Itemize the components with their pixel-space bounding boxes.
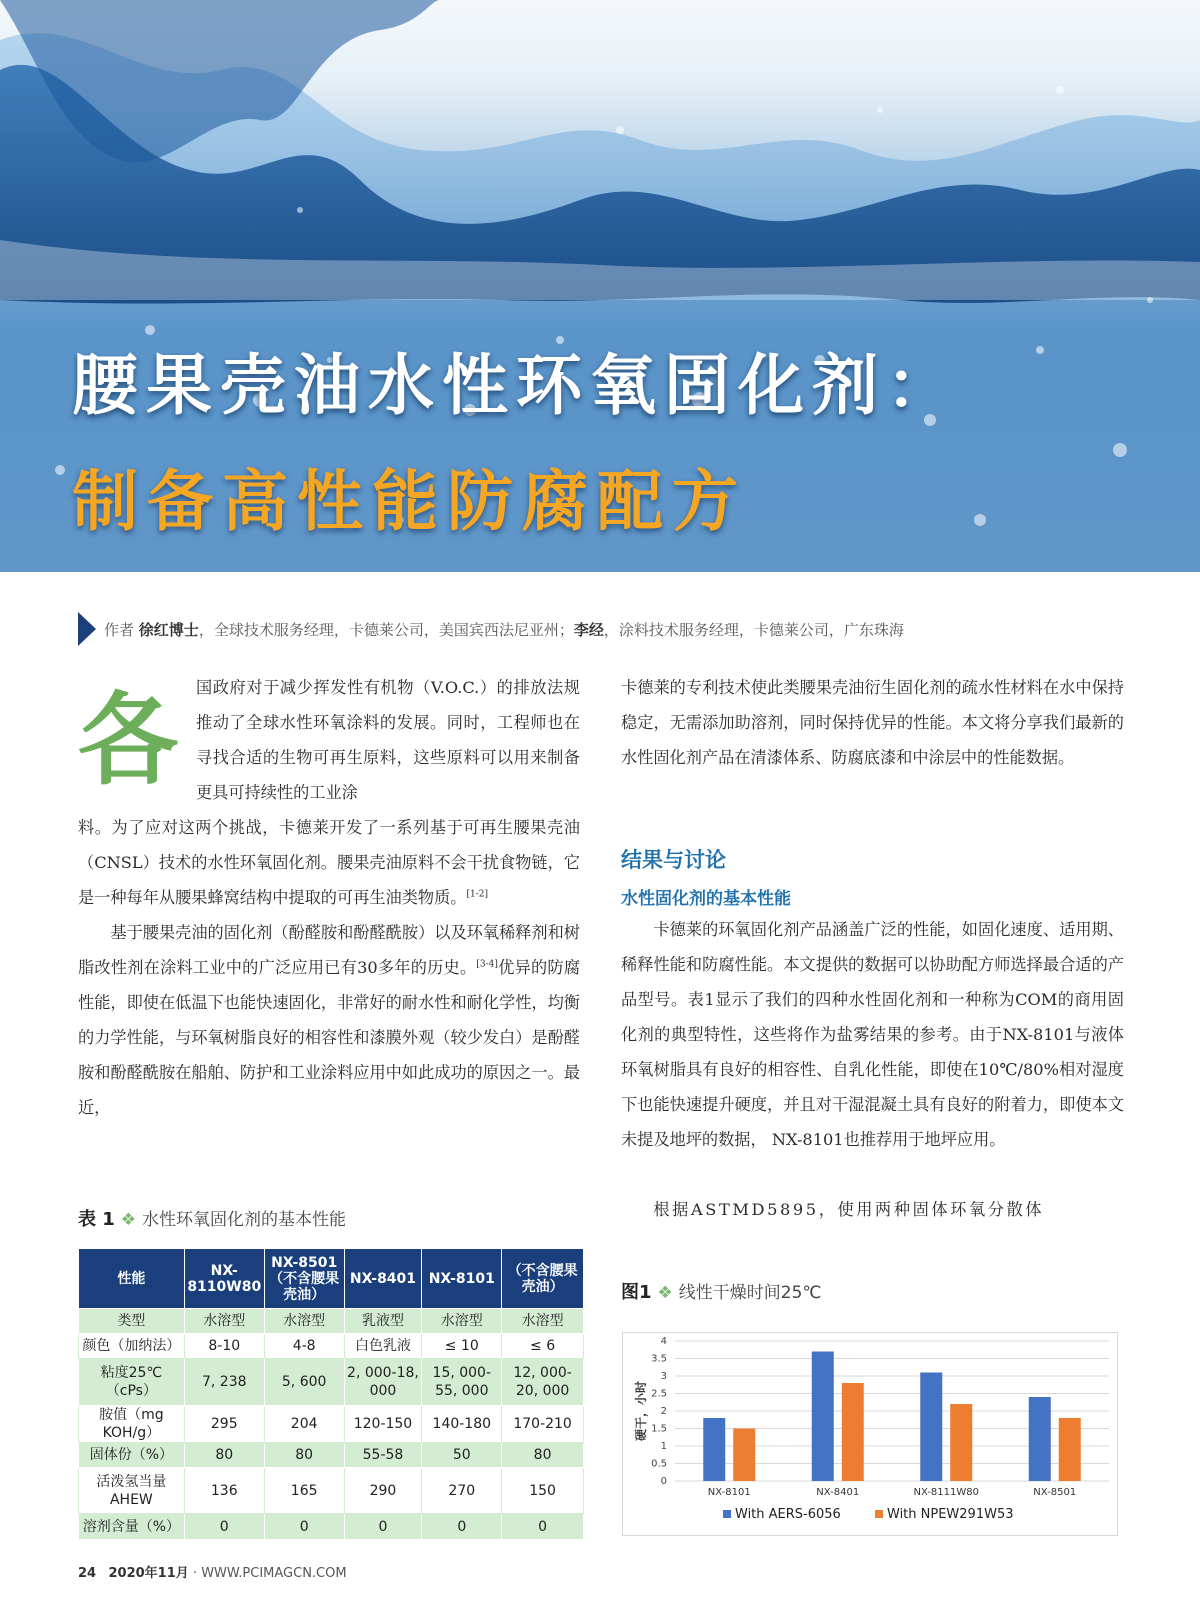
table-cell: 12, 000-20, 000 bbox=[502, 1359, 584, 1406]
table-row bbox=[79, 1443, 584, 1468]
table-cell: 溶剂含量（%） bbox=[79, 1514, 185, 1540]
y-tick-label: 3.5 bbox=[651, 1353, 667, 1365]
table-cell: 5, 600 bbox=[264, 1359, 344, 1406]
footer-separator: · bbox=[192, 1566, 198, 1581]
table-cell: 55-58 bbox=[344, 1443, 422, 1468]
table-cell: 8-10 bbox=[184, 1334, 264, 1359]
x-category-label: NX-8501 bbox=[1033, 1487, 1077, 1498]
table-cell: 粘度25℃（cPs） bbox=[79, 1359, 185, 1406]
bar-series-1 bbox=[812, 1352, 834, 1482]
table-cell: 胺值（mg KOH/g） bbox=[79, 1406, 185, 1443]
table-cell: 水溶型 bbox=[502, 1309, 584, 1334]
bar-series-2 bbox=[950, 1404, 972, 1481]
table-header-row bbox=[79, 1249, 584, 1309]
table-cell: 4-8 bbox=[264, 1334, 344, 1359]
table-cell: 170-210 bbox=[502, 1406, 584, 1443]
table-cell: 0 bbox=[264, 1514, 344, 1540]
table-row bbox=[79, 1359, 584, 1406]
y-tick-label: 3 bbox=[660, 1371, 667, 1382]
table-cell: 295 bbox=[184, 1406, 264, 1443]
section-subheading: 水性固化剂的基本性能 bbox=[621, 889, 791, 909]
table-cell: 80 bbox=[184, 1443, 264, 1468]
properties-table bbox=[78, 1248, 584, 1540]
drop-cap: 各 bbox=[78, 682, 178, 799]
table-cell: 150 bbox=[502, 1468, 584, 1514]
figure-title: 线性干燥时间25℃ bbox=[678, 1283, 822, 1303]
table-cell: 乳液型 bbox=[344, 1309, 422, 1334]
table-cell: 0 bbox=[184, 1514, 264, 1540]
table-cell: 0 bbox=[502, 1514, 584, 1540]
website-url: WWW.PCIMAGCN.COM bbox=[201, 1566, 347, 1581]
legend-swatch bbox=[723, 1510, 731, 1518]
right-paragraph-2: 卡德莱的环氧固化剂产品涵盖广泛的性能，如固化速度、适用期、稀释性能和防腐性能。本文提供的数据可以协助配方师选择最合适的产品型号。表1显示了我们的四种水性固化剂和一种称为COM的商用固化剂的典型特性，这些将作为盐雾结果的参考。由于NX-8101与液体环氧树脂具有良好的相容性、自乳化性能，即使在10℃/80%相对湿度下也能快速提升硬度，并且对干湿混凝土具有良好的附着力，即使本文未提及地坪的数据， NX-8101也推荐用于地坪应用。 bbox=[621, 920, 1124, 1149]
figure-caption bbox=[621, 1278, 822, 1304]
article-subtitle: 制备高性能防腐配方 bbox=[72, 463, 747, 540]
table-cell: 2, 000-18, 000 bbox=[344, 1359, 422, 1406]
table-cell: 水溶型 bbox=[184, 1309, 264, 1334]
y-tick-label: 1.5 bbox=[651, 1423, 667, 1435]
x-category-label: NX-8111W80 bbox=[913, 1487, 980, 1498]
table-row bbox=[79, 1468, 584, 1514]
y-tick-label: 0.5 bbox=[651, 1458, 667, 1470]
table-cell: 水溶型 bbox=[264, 1309, 344, 1334]
table-cell: 0 bbox=[344, 1514, 422, 1540]
table-row bbox=[79, 1309, 584, 1334]
table-cell: 水溶型 bbox=[422, 1309, 502, 1334]
table-header-cell: NX-8110W80 bbox=[184, 1249, 264, 1309]
table-header-cell: NX-8501（不含腰果壳油） bbox=[264, 1249, 344, 1309]
paragraph-2: 基于腰果壳油的固化剂（酚醛胺和酚醛酰胺）以及环氧稀释剂和树脂改性剂在涂料工业中的广泛应用已有30多年的历史。[3-4]优异的防腐性能，即使在低温下也能快速固化，非常好的耐水性和耐化学性，均衡的力学性能，与环氧树脂良好的相容性和漆膜外观（较少发白）是酚醛胺和酚醛酰胺在船舶、防护和工业涂料应用中如此成功的原因之一。最近， bbox=[78, 923, 581, 1117]
table-cell: 颜色（加纳法） bbox=[79, 1334, 185, 1359]
x-category-label: NX-8101 bbox=[707, 1487, 751, 1498]
intro-drop-text: 国政府对于减少挥发性有机物（V.O.C.）的排放法规推动了全球水性环氧涂料的发展。同时，工程师也在寻找合适的生物可再生原料，这些原料可以用来制备更具可持续性的工业涂 bbox=[196, 678, 580, 802]
table-row bbox=[79, 1334, 584, 1359]
table-label: 表 1 bbox=[78, 1209, 115, 1230]
table-cell: 活泼氢当量AHEW bbox=[79, 1468, 185, 1514]
section-heading: 结果与讨论 bbox=[621, 848, 726, 872]
bar-series-2 bbox=[1059, 1418, 1081, 1481]
author-info-2: ，涂料技术服务经理，卡德莱公司，广东珠海 bbox=[603, 620, 904, 639]
hero-banner bbox=[0, 0, 1200, 572]
table-cell: 类型 bbox=[79, 1309, 185, 1334]
legend-label: With NPEW291W53 bbox=[887, 1507, 1014, 1522]
page-footer bbox=[78, 1562, 347, 1581]
diamond-icon: ❖ bbox=[120, 1210, 137, 1230]
table-row bbox=[79, 1406, 584, 1443]
table-cell: 80 bbox=[502, 1443, 584, 1468]
table-cell: 136 bbox=[184, 1468, 264, 1514]
table-cell: 120-150 bbox=[344, 1406, 422, 1443]
table-cell: 白色乳液 bbox=[344, 1334, 422, 1359]
right-paragraph-3: 根据ASTMD5895，使用两种固体环氧分散体 bbox=[653, 1200, 1045, 1219]
reference-1: [1-2] bbox=[466, 889, 489, 900]
right-paragraph-1: 卡德莱的专利技术使此类腰果壳油衍生固化剂的疏水性材料在水中保持稳定，无需添加助溶剂，同时保持优异的性能。本文将分享我们最新的水性固化剂产品在清漆体系、防腐底漆和中涂层中的性能数据。 bbox=[621, 678, 1124, 767]
author-info-1: ，全球技术服务经理，卡德莱公司，美国宾西法尼亚州； bbox=[198, 620, 574, 639]
bar-series-2 bbox=[733, 1429, 755, 1482]
table-cell: 290 bbox=[344, 1468, 422, 1514]
author-prefix: 作者 bbox=[104, 620, 135, 639]
table-cell: 204 bbox=[264, 1406, 344, 1443]
table-cell: 270 bbox=[422, 1468, 502, 1514]
table-header-cell: 性能 bbox=[79, 1249, 185, 1309]
y-tick-label: 2.5 bbox=[651, 1388, 667, 1400]
legend-label: With AERS-6056 bbox=[735, 1507, 841, 1522]
table-cell: 140-180 bbox=[422, 1406, 502, 1443]
y-tick-label: 2 bbox=[660, 1406, 667, 1417]
arrow-marker-icon bbox=[78, 612, 96, 646]
bar-chart bbox=[622, 1332, 1118, 1536]
article-title: 腰果壳油水性环氧固化剂： bbox=[72, 347, 960, 424]
author-name-1: 徐红博士 bbox=[138, 620, 199, 639]
left-column-text bbox=[78, 810, 580, 1125]
table-caption bbox=[78, 1205, 346, 1231]
x-category-label: NX-8401 bbox=[816, 1487, 860, 1498]
table-cell: 0 bbox=[422, 1514, 502, 1540]
table-title: 水性环氧固化剂的基本性能 bbox=[142, 1210, 347, 1230]
y-axis-label: 硬干，小时 bbox=[634, 1380, 648, 1442]
page-number: 24 bbox=[78, 1566, 97, 1581]
table-cell: 7, 238 bbox=[184, 1359, 264, 1406]
y-tick-label: 1 bbox=[660, 1441, 667, 1452]
table-header-cell: NX-8401 bbox=[344, 1249, 422, 1309]
legend-swatch bbox=[875, 1510, 883, 1518]
chart-canvas bbox=[623, 1333, 1119, 1537]
author-name-2: 李经 bbox=[573, 620, 604, 639]
table-header-cell: （不含腰果壳油） bbox=[502, 1249, 584, 1309]
table-cell: 80 bbox=[264, 1443, 344, 1468]
table-cell: ≤ 10 bbox=[422, 1334, 502, 1359]
bar-series-1 bbox=[1029, 1397, 1051, 1481]
author-line bbox=[78, 614, 904, 644]
y-tick-label: 4 bbox=[660, 1336, 667, 1347]
table-header-cell: NX-8101 bbox=[422, 1249, 502, 1309]
bar-series-2 bbox=[842, 1383, 864, 1481]
paragraph-1-rest: 料。为了应对这两个挑战，卡德莱开发了一系列基于可再生腰果壳油（CNSL）技术的水性环氧固化剂。腰果壳油原料不会干扰食物链，它是一种每年从腰果蜂窝结构中提取的可再生油类物质。[1-2] bbox=[78, 818, 580, 907]
table-cell: 165 bbox=[264, 1468, 344, 1514]
bar-series-1 bbox=[920, 1373, 942, 1482]
issue-date: 2020年11月 bbox=[108, 1566, 189, 1581]
table-cell: 固体份（%） bbox=[79, 1443, 185, 1468]
table-row bbox=[79, 1514, 584, 1540]
reference-2: [3-4] bbox=[476, 959, 498, 970]
bar-series-1 bbox=[703, 1418, 725, 1481]
table-cell: 50 bbox=[422, 1443, 502, 1468]
diamond-icon: ❖ bbox=[657, 1283, 673, 1303]
table-cell: 15, 000-55, 000 bbox=[422, 1359, 502, 1406]
figure-label: 图1 bbox=[621, 1282, 652, 1303]
table-cell: ≤ 6 bbox=[502, 1334, 584, 1359]
y-tick-label: 0 bbox=[660, 1476, 667, 1487]
